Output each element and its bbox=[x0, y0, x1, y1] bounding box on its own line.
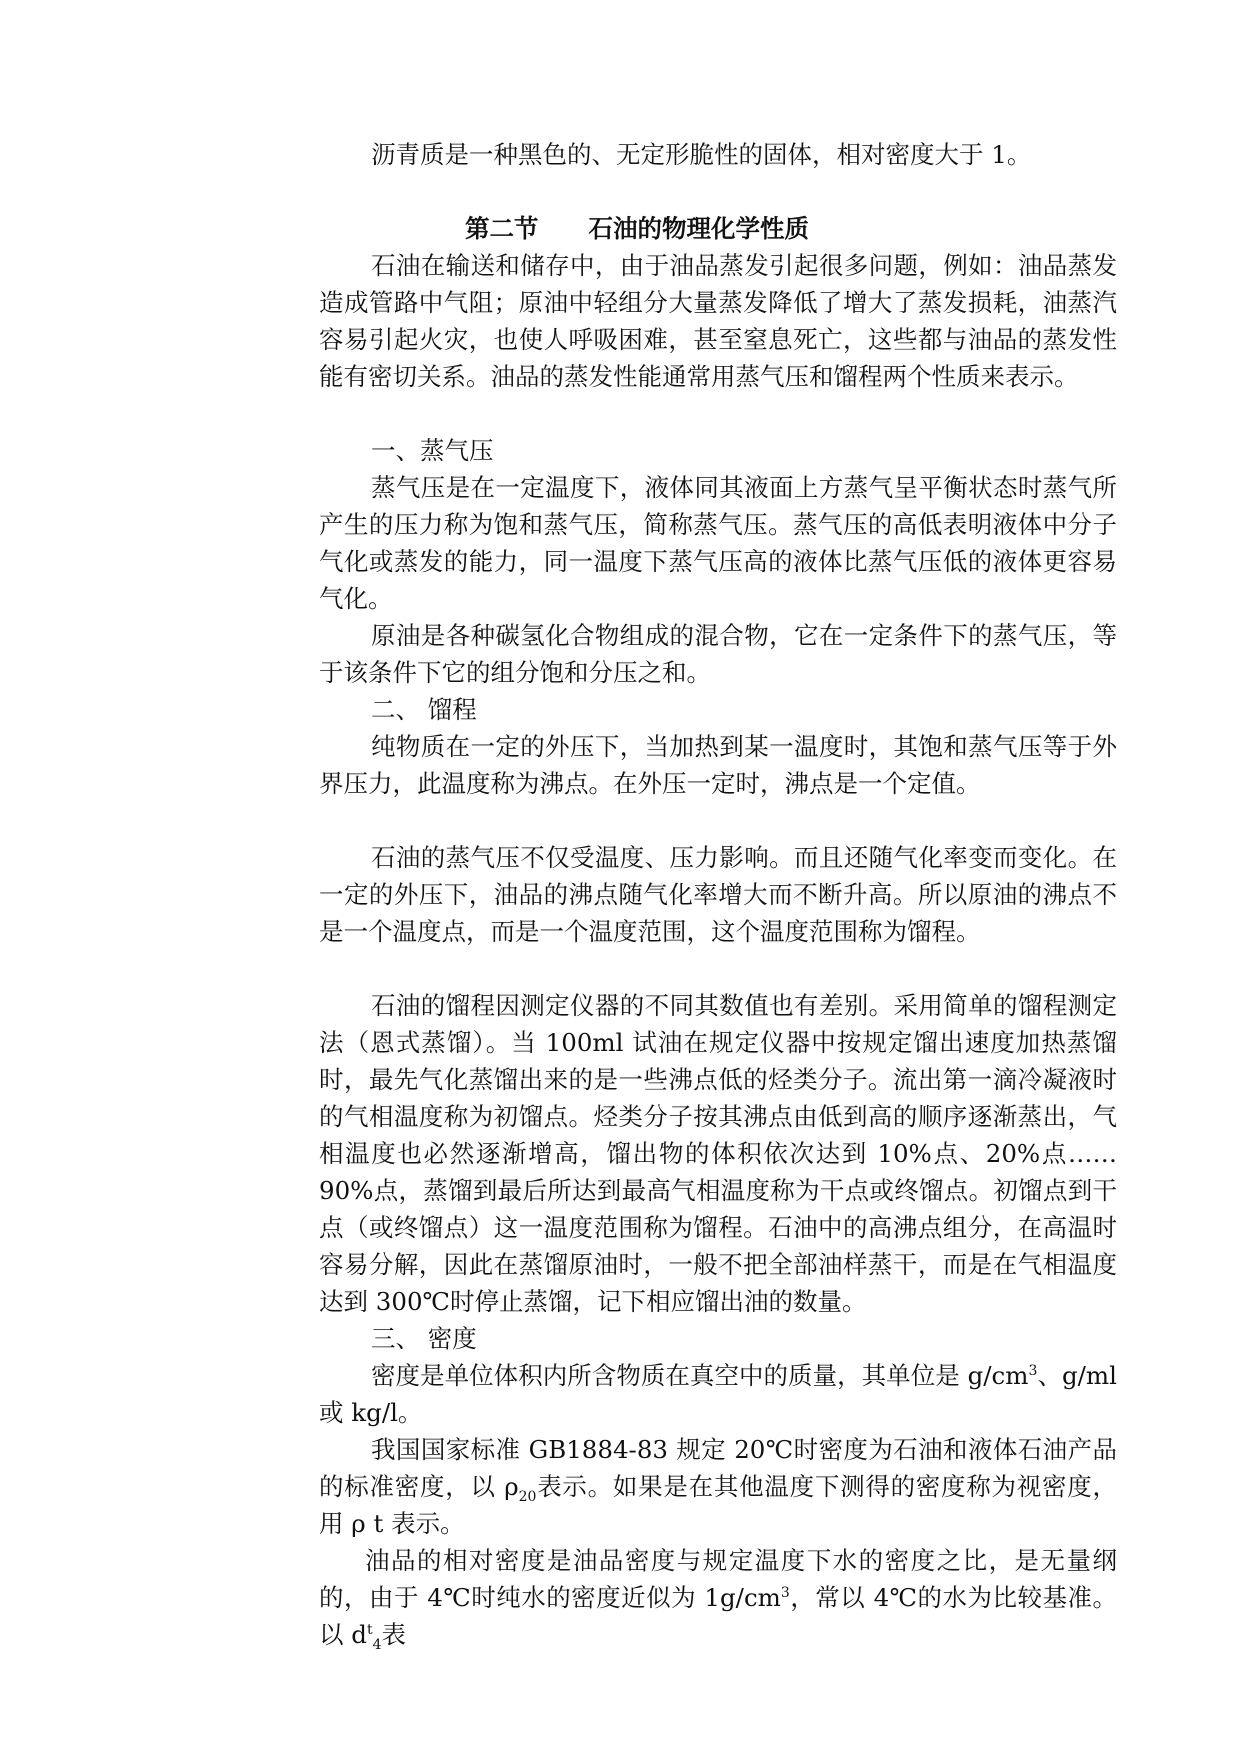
paragraph: 石油的馏程因测定仪器的不同其数值也有差别。采用简单的馏程测定法（恩式蒸馏）。当 100ml 试油在规定仪器中按规定馏出速度加热蒸馏时，最先气化蒸馏出来的是一些沸点低的烃类分子。流出第一滴冷凝液时的气相温度称为初馏点。烃类分子按其沸点由低到高的顺序逐渐蒸出，气相温度也必然逐渐增高，馏出物的体积依次达到 10%点、20%点……90%点，蒸馏到最后所达到最高气相温度称为干点或终馏点。初馏点到干点（或终馏点）这一温度范围称为馏程。石油中的高沸点组分，在高温时容易分解，因此在蒸馏原油时，一般不把全部油样蒸干，而是在气相温度达到 300℃时停止蒸馏，记下相应馏出油的数量。 bbox=[319, 991, 1117, 1316]
section-title: 石油的物理化学性质 bbox=[588, 214, 809, 243]
text-run: 、g/ml 或 kg/l。 bbox=[319, 1361, 1117, 1427]
text-run: 油品的相对密度是油品密度与规定温度下水的密度之比，是无量纲的，由于 4℃时纯水的密度近似为 1g/cm bbox=[319, 1546, 1117, 1612]
subheading: 一、蒸气压 bbox=[371, 436, 494, 465]
superscript: t bbox=[366, 1621, 373, 1638]
subheading: 三、 密度 bbox=[371, 1324, 477, 1353]
spacer bbox=[319, 802, 1117, 839]
text-body bbox=[319, 136, 1117, 1653]
text-run: 我国国家标准 GB1884-83 规定 20℃时密度为石油和液体石油产品的标准密度，以 ρ bbox=[319, 1435, 1117, 1501]
paragraph: 蒸气压是在一定温度下，液体同其液面上方蒸气呈平衡状态时蒸气所产生的压力称为饱和蒸气压，简称蒸气压。蒸气压的高低表明液体中分子气化或蒸发的能力，同一温度下蒸气压高的液体比蒸气压低的液体更容易气化。 bbox=[319, 473, 1117, 613]
subscript: 20 bbox=[518, 1488, 537, 1505]
section-heading bbox=[319, 210, 1117, 247]
paragraph bbox=[319, 1542, 1117, 1653]
text-run: 表示。如果是在其他温度下测得的密度称为视密度，用 ρ t 表示。 bbox=[319, 1472, 1117, 1538]
paragraph: 纯物质在一定的外压下，当加热到某一温度时，其饱和蒸气压等于外界压力，此温度称为沸点。在外压一定时，沸点是一个定值。 bbox=[319, 732, 1117, 798]
paragraph: 沥青质是一种黑色的、无定形脆性的固体，相对密度大于 1。 bbox=[371, 140, 1032, 169]
spacer bbox=[319, 950, 1117, 987]
paragraph: 石油的蒸气压不仅受温度、压力影响。而且还随气化率变而变化。在一定的外压下，油品的沸点随气化率增大而不断升高。所以原油的沸点不是一个温度点，而是一个温度范围，这个温度范围称为馏程。 bbox=[319, 843, 1117, 946]
superscript: 3 bbox=[1028, 1362, 1038, 1379]
paragraph bbox=[319, 1431, 1117, 1542]
paragraph: 石油在输送和储存中，由于油品蒸发引起很多问题，例如：油品蒸发造成管路中气阻；原油中轻组分大量蒸发降低了增大了蒸发损耗，油蒸汽容易引起火灾，也使人呼吸困难，甚至窒息死亡，这些都与油品的蒸发性能有密切关系。油品的蒸发性能通常用蒸气压和馏程两个性质来表示。 bbox=[319, 251, 1117, 391]
spacer bbox=[319, 395, 1117, 432]
paragraph bbox=[319, 1357, 1117, 1431]
text-run: 表 bbox=[381, 1620, 407, 1649]
section-number: 第二节 bbox=[465, 214, 539, 243]
text-run: 密度是单位体积内所含物质在真空中的质量，其单位是 g/cm bbox=[371, 1361, 1029, 1390]
superscript: 3 bbox=[780, 1584, 790, 1601]
paragraph: 原油是各种碳氢化合物组成的混合物，它在一定条件下的蒸气压，等于该条件下它的组分饱和分压之和。 bbox=[319, 621, 1117, 687]
subscript: 4 bbox=[372, 1636, 382, 1653]
spacer bbox=[319, 173, 1117, 210]
text-run: ，常以 4℃的水为比较基准。以 d bbox=[319, 1583, 1117, 1649]
subheading: 二、 馏程 bbox=[371, 695, 477, 724]
